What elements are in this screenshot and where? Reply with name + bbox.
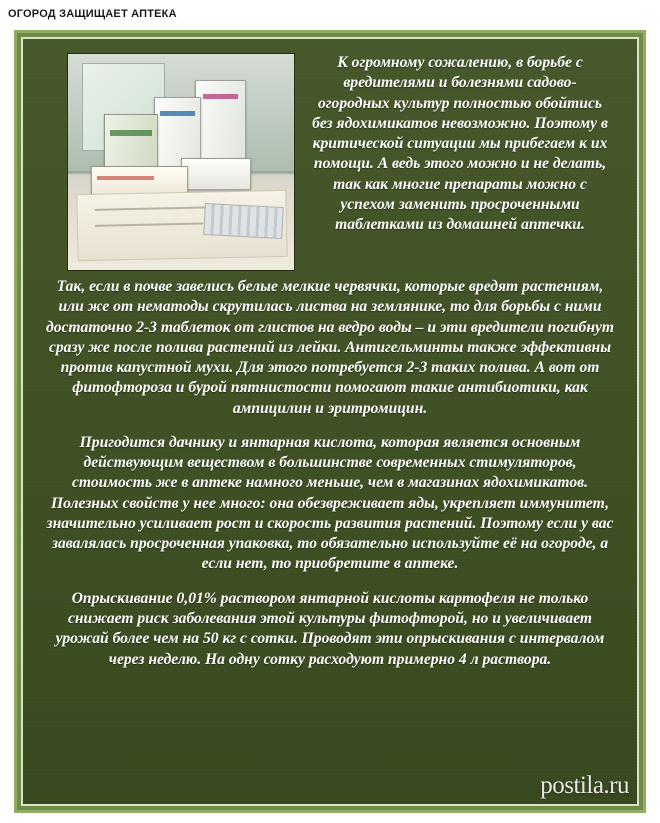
article-card (14, 30, 646, 813)
page-title: ОГОРОД ЗАЩИЩАЕТ АПТЕКА (8, 8, 177, 20)
lead-paragraph: К огромному сожалению, в борьбе с вредителями и болезнями садово-огородных культур полностью обойтись без ядохимикатов невозможно. Поэтому в критической ситуации мы прибегаем к их помощи. А ведь этого можно и не делать, так как многие препараты можно с успехом заменить просроченными таблетками из домашней аптечки. (312, 54, 608, 234)
article-body (21, 37, 639, 806)
article-photo (67, 53, 295, 271)
article-paragraph-3: Опрыскивание 0,01% раствором янтарной кислоты картофеля не только снижает риск заболевания этой культуры фитофторой, но и увеличивает урожай более чем на 50 кг с сотки. Проводят эти опрыскивания с интервалом через неделю. На одну сотку расходуют примерно 4 л раствора. (55, 589, 605, 668)
pill-blister (203, 203, 283, 239)
page-header (0, 0, 660, 28)
medicine-box-right-low (181, 158, 251, 190)
article-paragraph-2: Пригодится дачнику и янтарная кислота, которая является основным действующим веществом в большинстве современных стимуляторов, стоимость же в аптеке намного меньше, чем в магазинах ядохимикатов. Полезных свойств у нее много: она обезвреживает яды, укрепляет иммунитет, значительно усиливает рост и скорость развития растений. Поэтому если у вас завалялась просроченная упаковка, то обязательно используйте её на огороде, а если нет, то приобретите в аптеке. (46, 433, 614, 573)
watermark: postila.ru (540, 772, 629, 799)
article-paragraph-1: Так, если в почве завелись белые мелкие червячки, которые вредят растениям, или же от нематоды скрутилась листва на землянике, то для борьбы с ними достаточно 2-3 таблеток от глистов на ведро воды – и эти вредители погибнут сразу же после полива растений из лейки. Антигельминты также эффективны против капустной мухи. Для этого потребуется 2-3 таких полива. А вот от фитофтороза и бурой пятнистости помогают такие антибиотики, как ампицилин и эритромицин. (45, 278, 615, 417)
